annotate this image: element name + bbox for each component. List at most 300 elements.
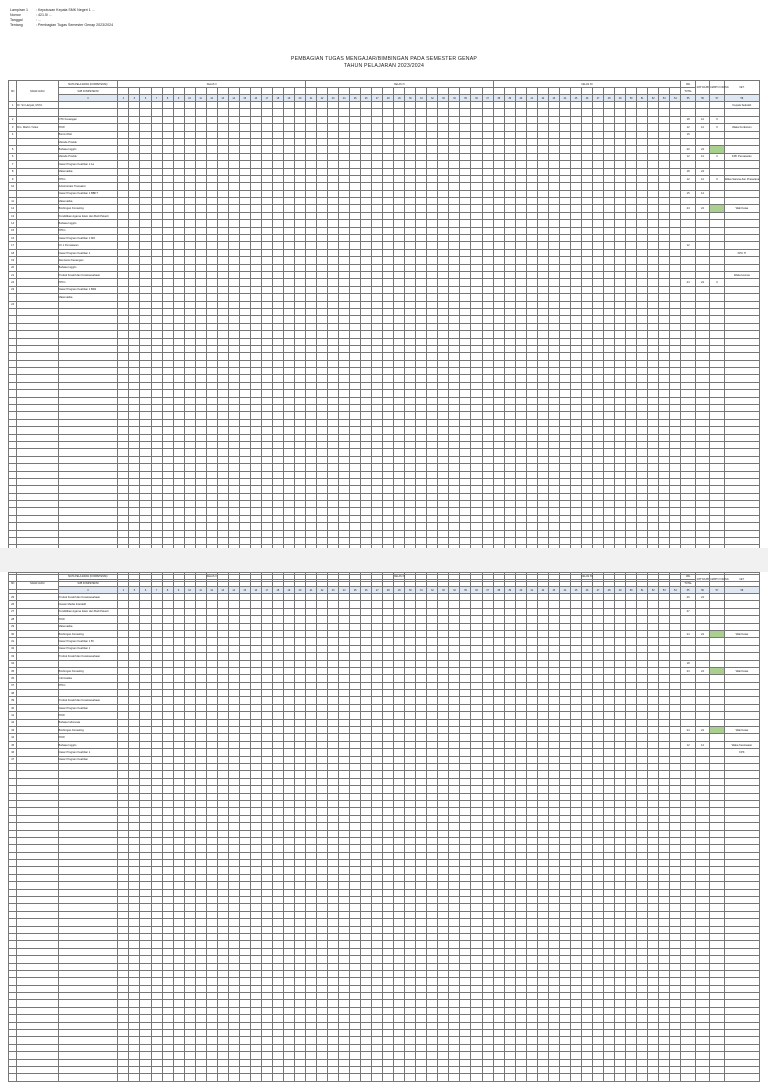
hours-cell bbox=[129, 316, 140, 323]
table-row bbox=[9, 161, 760, 168]
hours-cell bbox=[537, 427, 548, 434]
hours-cell bbox=[626, 653, 637, 660]
hours-cell bbox=[272, 486, 283, 493]
hours-cell bbox=[504, 338, 515, 345]
required-hours bbox=[695, 102, 709, 109]
hours-cell bbox=[339, 630, 350, 637]
hours-cell bbox=[659, 124, 670, 131]
teacher-name bbox=[17, 220, 58, 227]
hours-cell bbox=[460, 124, 471, 131]
table-row bbox=[9, 271, 760, 278]
table-row bbox=[9, 242, 760, 249]
hours-cell bbox=[659, 279, 670, 286]
hours-cell bbox=[383, 412, 394, 419]
hours-cell bbox=[272, 501, 283, 508]
index-class-col: 24 bbox=[339, 587, 350, 594]
hours-cell bbox=[416, 338, 427, 345]
hours-cell bbox=[339, 338, 350, 345]
row-number bbox=[9, 419, 17, 426]
hours-cell bbox=[394, 146, 405, 153]
hours-cell bbox=[471, 645, 482, 652]
hours-cell bbox=[283, 345, 294, 352]
hours-cell bbox=[250, 464, 261, 471]
hours-cell bbox=[195, 530, 206, 537]
hours-cell bbox=[515, 623, 526, 630]
subject bbox=[58, 360, 118, 367]
subject bbox=[58, 353, 118, 360]
subject bbox=[58, 397, 118, 404]
hours-cell bbox=[570, 623, 581, 630]
hours-cell bbox=[593, 294, 604, 301]
hours-cell bbox=[637, 227, 648, 234]
hours-cell bbox=[582, 412, 593, 419]
hours-cell bbox=[582, 508, 593, 515]
hours-cell bbox=[604, 645, 615, 652]
index-class-col: 19 bbox=[283, 587, 294, 594]
hours-cell bbox=[317, 264, 328, 271]
header-lebih: LEBIH/ KURANG bbox=[710, 573, 724, 587]
hours-cell bbox=[228, 294, 239, 301]
hours-cell bbox=[173, 279, 184, 286]
subject bbox=[58, 301, 118, 308]
teacher-name bbox=[17, 493, 58, 500]
hours-cell bbox=[637, 138, 648, 145]
hours-cell bbox=[582, 608, 593, 615]
hours-cell bbox=[504, 594, 515, 601]
hours-cell bbox=[615, 294, 626, 301]
hours-cell bbox=[228, 493, 239, 500]
hours-cell bbox=[173, 486, 184, 493]
hours-cell bbox=[361, 486, 372, 493]
hours-cell bbox=[515, 690, 526, 697]
hours-cell bbox=[328, 493, 339, 500]
hours-cell bbox=[405, 279, 416, 286]
hours-cell bbox=[339, 638, 350, 645]
hours-cell bbox=[206, 190, 217, 197]
hours-cell bbox=[515, 271, 526, 278]
hours-cell bbox=[350, 616, 361, 623]
row-number: 16 bbox=[9, 235, 17, 242]
hours-cell bbox=[537, 493, 548, 500]
hours-cell bbox=[416, 124, 427, 131]
class-column-header bbox=[570, 88, 581, 95]
hours-cell bbox=[548, 427, 559, 434]
hours-cell bbox=[670, 368, 681, 375]
hours-cell bbox=[372, 294, 383, 301]
hours-cell bbox=[526, 131, 537, 138]
class-column-header bbox=[317, 580, 328, 587]
hours-cell bbox=[272, 375, 283, 382]
hours-cell bbox=[615, 630, 626, 637]
hours-cell bbox=[438, 212, 449, 219]
total-hours bbox=[681, 264, 695, 271]
hours-cell bbox=[228, 486, 239, 493]
hours-cell bbox=[261, 294, 272, 301]
index-class-col: 52 bbox=[648, 95, 659, 102]
hours-cell bbox=[250, 660, 261, 667]
hours-cell bbox=[394, 257, 405, 264]
hours-cell bbox=[582, 616, 593, 623]
hours-cell bbox=[151, 286, 162, 293]
hours-cell bbox=[405, 220, 416, 227]
hours-cell bbox=[250, 538, 261, 545]
hours-cell bbox=[548, 623, 559, 630]
hours-cell bbox=[548, 345, 559, 352]
hours-cell bbox=[438, 397, 449, 404]
hours-cell bbox=[504, 608, 515, 615]
hours-cell bbox=[548, 153, 559, 160]
hours-cell bbox=[659, 183, 670, 190]
hours-cell bbox=[604, 660, 615, 667]
hours-cell bbox=[449, 338, 460, 345]
hours-cell bbox=[548, 375, 559, 382]
hours-cell bbox=[184, 623, 195, 630]
hours-cell bbox=[471, 594, 482, 601]
hours-cell bbox=[339, 623, 350, 630]
hours-cell bbox=[449, 456, 460, 463]
hours-cell bbox=[328, 227, 339, 234]
hours-cell bbox=[670, 153, 681, 160]
hours-cell bbox=[294, 323, 305, 330]
index-class-col: 25 bbox=[350, 95, 361, 102]
hours-cell bbox=[670, 323, 681, 330]
hours-cell bbox=[118, 486, 129, 493]
hours-cell bbox=[515, 645, 526, 652]
hours-cell bbox=[460, 264, 471, 271]
remark bbox=[724, 675, 759, 682]
hours-cell bbox=[582, 486, 593, 493]
hours-cell bbox=[339, 183, 350, 190]
hours-cell bbox=[482, 538, 493, 545]
hours-cell bbox=[626, 220, 637, 227]
hours-cell bbox=[548, 515, 559, 522]
hours-cell bbox=[637, 205, 648, 212]
hours-cell bbox=[449, 412, 460, 419]
hours-cell bbox=[350, 501, 361, 508]
hours-cell bbox=[239, 638, 250, 645]
teacher-name bbox=[17, 345, 58, 352]
hours-cell bbox=[548, 138, 559, 145]
hours-cell bbox=[582, 242, 593, 249]
hours-cell bbox=[394, 294, 405, 301]
hours-cell bbox=[328, 382, 339, 389]
row-number bbox=[9, 316, 17, 323]
table-row bbox=[9, 264, 760, 271]
required-hours: 12 bbox=[695, 153, 709, 160]
hours-cell bbox=[394, 235, 405, 242]
hours-cell bbox=[361, 375, 372, 382]
hours-cell bbox=[129, 161, 140, 168]
hours-cell bbox=[140, 353, 151, 360]
hours-cell bbox=[449, 675, 460, 682]
hours-cell bbox=[659, 331, 670, 338]
hours-cell bbox=[228, 116, 239, 123]
hours-cell bbox=[151, 175, 162, 182]
hours-cell bbox=[206, 146, 217, 153]
hours-cell bbox=[383, 375, 394, 382]
total-hours bbox=[681, 102, 695, 109]
hours-cell bbox=[228, 205, 239, 212]
hours-cell bbox=[626, 131, 637, 138]
hours-cell bbox=[460, 645, 471, 652]
hours-cell bbox=[482, 257, 493, 264]
hours-cell bbox=[294, 338, 305, 345]
hours-cell bbox=[206, 471, 217, 478]
hours-cell bbox=[526, 301, 537, 308]
hours-cell bbox=[526, 205, 537, 212]
hours-cell bbox=[272, 397, 283, 404]
hours-cell bbox=[604, 675, 615, 682]
hours-cell bbox=[372, 146, 383, 153]
hours-cell bbox=[394, 161, 405, 168]
hours-cell bbox=[206, 530, 217, 537]
hours-cell bbox=[659, 116, 670, 123]
hours-cell bbox=[659, 630, 670, 637]
hours-cell bbox=[283, 667, 294, 674]
hours-cell bbox=[449, 449, 460, 456]
hours-cell bbox=[637, 464, 648, 471]
remark: Wali Kelas bbox=[724, 205, 759, 212]
hours-cell bbox=[306, 405, 317, 412]
hours-cell bbox=[515, 478, 526, 485]
hours-cell bbox=[482, 601, 493, 608]
index-class-col: 44 bbox=[559, 587, 570, 594]
hours-cell bbox=[438, 271, 449, 278]
hours-cell bbox=[416, 146, 427, 153]
hours-cell bbox=[648, 630, 659, 637]
hours-cell bbox=[570, 508, 581, 515]
hours-cell bbox=[537, 645, 548, 652]
hours-cell bbox=[217, 286, 228, 293]
hours-cell bbox=[283, 316, 294, 323]
document-title bbox=[0, 56, 768, 70]
hours-cell bbox=[206, 161, 217, 168]
hours-cell bbox=[537, 198, 548, 205]
hours-cell bbox=[184, 242, 195, 249]
table-row bbox=[9, 316, 760, 323]
index-class-col: 15 bbox=[239, 587, 250, 594]
hours-cell bbox=[482, 515, 493, 522]
hours-cell bbox=[449, 464, 460, 471]
hours-cell bbox=[350, 368, 361, 375]
hours-cell bbox=[670, 316, 681, 323]
hours-cell bbox=[405, 690, 416, 697]
hours-cell bbox=[129, 294, 140, 301]
hours-cell bbox=[195, 212, 206, 219]
hours-cell bbox=[582, 227, 593, 234]
hours-cell bbox=[593, 419, 604, 426]
hours-cell bbox=[129, 390, 140, 397]
hours-cell bbox=[173, 183, 184, 190]
hours-cell bbox=[449, 116, 460, 123]
hours-cell bbox=[217, 294, 228, 301]
hours-cell bbox=[140, 412, 151, 419]
hours-cell bbox=[637, 257, 648, 264]
hours-cell bbox=[593, 286, 604, 293]
hours-cell bbox=[515, 353, 526, 360]
hours-cell bbox=[250, 382, 261, 389]
hours-cell bbox=[482, 501, 493, 508]
required-hours bbox=[695, 601, 709, 608]
hours-cell bbox=[482, 675, 493, 682]
teacher-name bbox=[17, 464, 58, 471]
hours-cell bbox=[670, 190, 681, 197]
hours-cell bbox=[416, 375, 427, 382]
hours-cell bbox=[217, 493, 228, 500]
hours-cell bbox=[118, 368, 129, 375]
hours-cell bbox=[482, 449, 493, 456]
hours-cell bbox=[350, 538, 361, 545]
hours-cell bbox=[471, 190, 482, 197]
hours-cell bbox=[405, 471, 416, 478]
subject bbox=[58, 412, 118, 419]
hours-cell bbox=[250, 667, 261, 674]
remark bbox=[724, 190, 759, 197]
hours-cell bbox=[493, 667, 504, 674]
hours-cell bbox=[659, 638, 670, 645]
hours-cell bbox=[118, 501, 129, 508]
hours-cell bbox=[140, 601, 151, 608]
hours-cell bbox=[559, 441, 570, 448]
hours-cell bbox=[173, 168, 184, 175]
hours-cell bbox=[471, 419, 482, 426]
hours-cell bbox=[361, 338, 372, 345]
hours-cell bbox=[526, 161, 537, 168]
hours-cell bbox=[306, 630, 317, 637]
hours-cell bbox=[261, 419, 272, 426]
hours-cell bbox=[217, 530, 228, 537]
table-row bbox=[9, 419, 760, 426]
hours-cell bbox=[294, 138, 305, 145]
required-hours: 24 bbox=[695, 146, 709, 153]
hours-cell bbox=[206, 397, 217, 404]
hours-cell bbox=[405, 464, 416, 471]
hours-cell bbox=[449, 360, 460, 367]
hours-cell bbox=[339, 316, 350, 323]
hours-cell bbox=[559, 279, 570, 286]
hours-cell bbox=[162, 124, 173, 131]
hours-cell bbox=[261, 249, 272, 256]
hours-cell bbox=[438, 235, 449, 242]
hours-cell bbox=[504, 308, 515, 315]
header-name: NAMA GURU bbox=[17, 573, 58, 594]
hours-cell bbox=[471, 515, 482, 522]
hours-cell bbox=[283, 102, 294, 109]
hours-cell bbox=[570, 345, 581, 352]
hours-cell bbox=[294, 146, 305, 153]
hours-cell bbox=[195, 353, 206, 360]
hours-cell bbox=[394, 360, 405, 367]
hours-cell bbox=[383, 638, 394, 645]
hours-cell bbox=[493, 138, 504, 145]
hours-cell bbox=[537, 660, 548, 667]
row-number bbox=[9, 353, 17, 360]
hours-cell bbox=[615, 220, 626, 227]
hours-cell bbox=[239, 434, 250, 441]
hours-cell bbox=[570, 660, 581, 667]
hours-cell bbox=[151, 375, 162, 382]
hours-cell bbox=[195, 508, 206, 515]
assignment-table bbox=[8, 572, 760, 1082]
hours-cell bbox=[118, 345, 129, 352]
hours-cell bbox=[449, 308, 460, 315]
hours-cell bbox=[306, 294, 317, 301]
hours-cell bbox=[604, 616, 615, 623]
hours-cell bbox=[416, 183, 427, 190]
hours-cell bbox=[449, 183, 460, 190]
hours-cell bbox=[339, 486, 350, 493]
hours-cell bbox=[637, 515, 648, 522]
class-column-header bbox=[526, 580, 537, 587]
hours-cell bbox=[593, 508, 604, 515]
hours-cell bbox=[548, 530, 559, 537]
hours-cell bbox=[228, 316, 239, 323]
hours-cell bbox=[217, 220, 228, 227]
hours-cell bbox=[294, 508, 305, 515]
hours-cell bbox=[272, 220, 283, 227]
hours-cell bbox=[283, 175, 294, 182]
hours-cell bbox=[615, 286, 626, 293]
hours-cell bbox=[162, 375, 173, 382]
hours-cell bbox=[118, 419, 129, 426]
hours-cell bbox=[173, 667, 184, 674]
hours-cell bbox=[162, 478, 173, 485]
hours-cell bbox=[537, 235, 548, 242]
hours-cell bbox=[460, 682, 471, 689]
hours-cell bbox=[515, 608, 526, 615]
hours-cell bbox=[394, 249, 405, 256]
subject: Bahasa Inggris bbox=[58, 146, 118, 153]
hours-cell bbox=[570, 419, 581, 426]
teacher-name bbox=[17, 682, 58, 689]
hours-cell bbox=[670, 168, 681, 175]
header-jam-wajib: JAM WAJIB bbox=[695, 573, 709, 587]
hours-cell bbox=[372, 183, 383, 190]
hours-cell bbox=[239, 594, 250, 601]
excess-hours bbox=[710, 161, 724, 168]
hours-cell bbox=[328, 316, 339, 323]
hours-cell bbox=[173, 153, 184, 160]
header-jam-wajib: JAM WAJIB bbox=[695, 81, 709, 95]
hours-cell bbox=[471, 493, 482, 500]
hours-cell bbox=[460, 257, 471, 264]
hours-cell bbox=[548, 271, 559, 278]
hours-cell bbox=[493, 530, 504, 537]
hours-cell bbox=[394, 109, 405, 116]
hours-cell bbox=[328, 205, 339, 212]
hours-cell bbox=[449, 375, 460, 382]
hours-cell bbox=[449, 530, 460, 537]
hours-cell bbox=[482, 286, 493, 293]
hours-cell bbox=[184, 249, 195, 256]
hours-cell bbox=[526, 286, 537, 293]
hours-cell bbox=[637, 146, 648, 153]
hours-cell bbox=[129, 183, 140, 190]
hours-cell bbox=[173, 427, 184, 434]
hours-cell bbox=[317, 183, 328, 190]
hours-cell bbox=[604, 338, 615, 345]
required-hours bbox=[695, 271, 709, 278]
hours-cell bbox=[350, 124, 361, 131]
hours-cell bbox=[670, 690, 681, 697]
excess-hours bbox=[710, 471, 724, 478]
hours-cell bbox=[615, 493, 626, 500]
hours-cell bbox=[559, 523, 570, 530]
hours-cell bbox=[339, 493, 350, 500]
hours-cell bbox=[570, 653, 581, 660]
table-row bbox=[9, 456, 760, 463]
index-class-col: 37 bbox=[482, 587, 493, 594]
